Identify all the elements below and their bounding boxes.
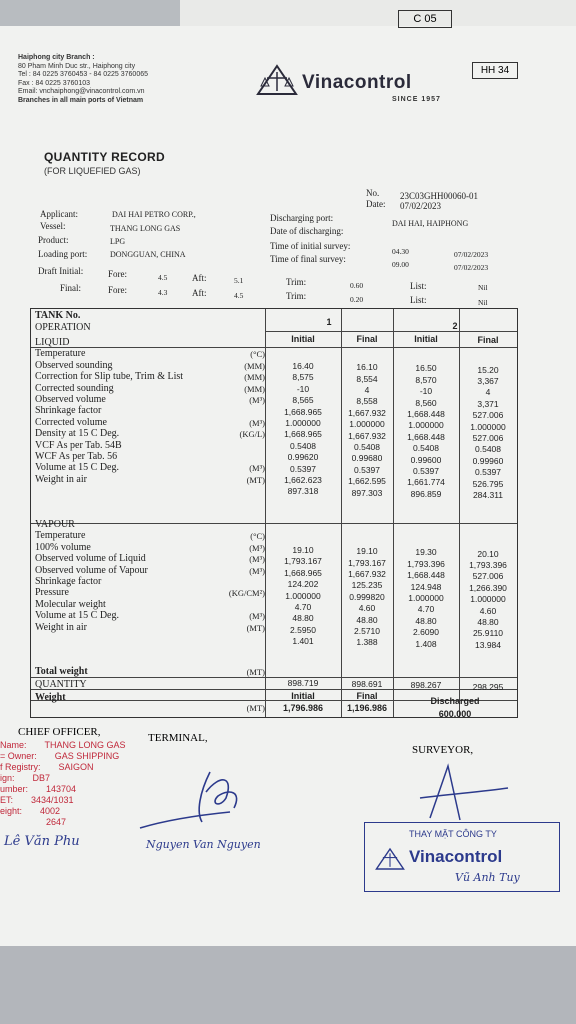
record-date: 07/02/2023 <box>400 201 442 211</box>
liquid-value: 0.5397 <box>290 463 316 474</box>
terminal-signature-name: Nguyen Van Nguyen <box>146 838 261 851</box>
vapour-value: 1.388 <box>356 637 378 648</box>
liquid-value: 284.311 <box>472 490 504 500</box>
draft-initial-fore-label: Fore: <box>108 269 127 279</box>
product-value: LPG <box>110 237 126 246</box>
rows_vapour-row-unit: (M³) <box>249 565 265 576</box>
liquid-value: 1,667.932 <box>348 430 386 441</box>
vapour-value: 4.70 <box>294 602 312 612</box>
chief-signature: Lê Văn Phu <box>4 834 80 849</box>
branch-note: Branches in all main ports of Vietnam <box>18 96 144 104</box>
tank-no-label: TANK No. <box>35 310 81 321</box>
liquid-value: 0.5408 <box>290 440 316 451</box>
chief-stamp-value: GAS SHIPPING <box>54 751 120 761</box>
chief-stamp-line <box>0 795 126 806</box>
rows_vapour-row-label: Temperature <box>35 530 86 542</box>
chief-stamp-line <box>0 773 126 784</box>
branch-name: Haiphong city Branch : <box>18 54 95 61</box>
terminal-label: TERMINAL, <box>148 732 208 744</box>
rows_liquid-row-label: Corrected volume <box>35 416 107 428</box>
draft-final-aft-label: Aft: <box>192 288 207 298</box>
q-final-label: Final <box>356 691 378 701</box>
stamp-logo-icon <box>375 847 405 871</box>
chief-stamp-value: SAIGON <box>58 762 94 772</box>
total-weight-value: 298.295 <box>472 681 504 692</box>
chief-stamp-line <box>0 762 126 773</box>
chief-stamp-field: = Owner: <box>0 751 37 761</box>
vapour-value: 0.999820 <box>349 591 385 602</box>
tank-1-header: 1 <box>326 317 332 327</box>
chief-stamp-field: umber: <box>0 784 29 794</box>
liquid-value: 1,668.448 <box>407 409 445 419</box>
vapour-value: 1,667.932 <box>348 569 386 579</box>
draft-initial-list-label: List: <box>410 281 427 291</box>
vinacontrol-stamp <box>364 822 560 892</box>
rows_liquid-row-unit: (°C) <box>250 349 265 360</box>
vapour-value: 20.10 <box>477 548 499 559</box>
liquid-value: 1,668.965 <box>284 429 322 440</box>
chief-stamp-line <box>0 806 126 817</box>
liquid-value: 8,560 <box>415 397 437 408</box>
rows_vapour-row-unit: (M³) <box>249 542 265 553</box>
draft-final-aft: 4.5 <box>234 291 244 300</box>
vapour-value: 1,668.448 <box>407 570 445 581</box>
vapour-value: 19.30 <box>415 547 437 558</box>
draft-initial-fore: 4.5 <box>158 273 168 282</box>
liquid-value: 0.5408 <box>354 442 380 452</box>
logo-wordmark: Vinacontrol <box>302 72 412 93</box>
vessel-label: Vessel: <box>40 221 66 231</box>
rows_vapour-row-unit: (M³) <box>249 611 265 622</box>
rows_liquid-row-unit: (M³) <box>249 463 265 474</box>
operation-label: OPERATION <box>35 322 91 333</box>
product-label: Product: <box>38 235 69 245</box>
total-weight-value: 898.267 <box>410 680 442 691</box>
rows_vapour-row-unit: (°C) <box>250 531 265 542</box>
vapour-value: 2.6090 <box>413 627 439 638</box>
chief-stamp-line <box>0 784 126 795</box>
vapour-value: 48.80 <box>477 617 499 627</box>
vapour-value: 1,793.167 <box>348 557 386 568</box>
initial-survey-time: 04.30 <box>392 247 409 256</box>
draft-initial-aft-label: Aft: <box>192 273 207 283</box>
rows_liquid-row-label: Observed volume <box>35 394 106 405</box>
chief-stamp-field: f Registry: <box>0 762 41 772</box>
chief-officer-label: CHIEF OFFICER, <box>18 726 101 738</box>
rows_vapour-row-label: Pressure <box>35 587 69 599</box>
liquid-value: 1,668.965 <box>284 406 322 417</box>
liquid-value: 897.318 <box>287 486 319 497</box>
t1-final-header: Final <box>356 334 378 344</box>
q-initial-value: 1,796.986 <box>282 703 324 713</box>
chief-stamp-value: 4002 <box>40 806 61 816</box>
branch-fax: Fax : 84 0225 3760103 <box>18 79 91 87</box>
discharging-port-value: DAI HAI, HAIPHONG <box>392 219 469 228</box>
liquid-value: 8,575 <box>292 372 314 383</box>
final-survey-label: Time of final survey: <box>270 254 346 264</box>
rows_liquid-row-label: LIQUID <box>35 337 70 348</box>
liquid-value: 15.20 <box>477 364 499 375</box>
vapour-value: 1.000000 <box>408 593 444 603</box>
page-code-box <box>472 62 518 79</box>
vapour-value: 1,793.396 <box>407 558 445 569</box>
draft-final-trim-label: Trim: <box>286 291 307 301</box>
rows_liquid-row-unit: (KG/L) <box>239 429 265 440</box>
rows_liquid-row-label: Density at 15 C Deg. <box>35 428 120 440</box>
rows_liquid-row-unit: (MM) <box>244 360 265 371</box>
liquid-value: 8,565 <box>292 395 314 406</box>
liquid-value: 1.000000 <box>470 421 506 432</box>
branch-email: Email: vnchaiphong@vinacontrol.com.vn <box>18 88 145 95</box>
branch-address: 80 Pham Minh Duc str., Haiphong city <box>18 62 136 70</box>
rows_vapour-row-label: Observed volume of Liquid <box>35 553 146 565</box>
liquid-value: 0.99680 <box>351 453 383 464</box>
chief-stamp-field: eight: <box>0 806 23 816</box>
discharging-port-label: Discharging port: <box>270 213 334 223</box>
liquid-value: 1.000000 <box>349 419 385 430</box>
chief-stamp-field: ET: <box>0 795 14 805</box>
liquid-value: 1,661.774 <box>407 477 445 488</box>
loading-port-label: Loading port: <box>38 249 88 259</box>
rows_liquid-row-label: Weight in air <box>35 473 87 485</box>
vapour-value: 4.70 <box>417 604 435 615</box>
vapour-value: 125.235 <box>351 580 383 591</box>
initial-survey-date: 07/02/2023 <box>454 250 489 259</box>
rows_liquid-row-label: Shrinkage factor <box>35 405 102 417</box>
liquid-value: 8,554 <box>356 373 378 384</box>
rows_vapour-row-label: Molecular weight <box>35 598 106 610</box>
draft-final-fore: 4.3 <box>158 288 168 297</box>
q-discharged-value: 600.000 <box>438 709 472 719</box>
final-survey-time: 09.00 <box>392 260 409 269</box>
liquid-value: 0.99600 <box>410 454 442 465</box>
surveyor-name: Vũ Anh Tuy <box>455 871 520 884</box>
liquid-value: 527.006 <box>472 410 504 421</box>
vapour-value: 1.401 <box>292 636 314 647</box>
rows_vapour-row-unit: (MT) <box>246 622 265 633</box>
liquid-value: 3,367 <box>477 376 499 386</box>
rows_liquid-row-unit: (MM) <box>244 383 265 394</box>
liquid-value: -10 <box>296 383 310 394</box>
t2-final-header: Final <box>477 335 499 345</box>
rows_liquid-row-label: Observed sounding <box>35 359 113 371</box>
liquid-value: 1.000000 <box>408 420 444 431</box>
vapour-value: 4.60 <box>479 605 497 616</box>
vapour-value: 48.80 <box>415 615 437 626</box>
vapour-value: 1.000000 <box>470 594 506 605</box>
rows_liquid-row-unit: (M³) <box>249 395 265 405</box>
draft-initial-aft: 5.1 <box>234 276 244 285</box>
rows_vapour-row-label: Volume at 15 C Deg. <box>35 610 119 622</box>
draft-final-label: Final: <box>60 283 82 293</box>
q-initial-label: Initial <box>291 691 315 701</box>
draft-initial-label: Draft Initial: <box>38 266 84 276</box>
draft-initial-list: Nil <box>478 283 488 292</box>
chief-stamp-line <box>0 751 126 762</box>
liquid-value: 4 <box>364 385 370 395</box>
tank-2-header: 2 <box>452 321 458 331</box>
vapour-value: 1,793.396 <box>469 560 507 570</box>
liquid-value: 1.000000 <box>285 418 321 428</box>
vapour-value: 2.5710 <box>354 626 380 636</box>
vapour-value: 48.80 <box>292 613 314 624</box>
final-survey-date: 07/02/2023 <box>454 263 489 272</box>
liquid-value: 16.50 <box>415 363 437 374</box>
vapour-value: 4.60 <box>358 603 376 614</box>
chief-stamp-value: DB7 <box>32 773 51 783</box>
vessel-value: THANG LONG GAS <box>110 224 181 233</box>
rows_liquid-row-label: Corrected sounding <box>35 382 114 394</box>
rows_vapour-row-unit: (KG/CM²) <box>228 588 265 599</box>
desk-surface <box>0 946 576 1024</box>
liquid-value: 0.5397 <box>475 467 501 478</box>
record-no-label: No. <box>366 188 380 198</box>
rows_vapour-row-label: VAPOUR <box>35 519 75 530</box>
liquid-value: 526.795 <box>472 478 504 489</box>
total-weight-label: Total weight <box>35 666 88 677</box>
liquid-value: -10 <box>419 386 433 397</box>
rows_liquid-row-label: VCF As per Tab. 54B <box>35 439 122 451</box>
vapour-value: 19.10 <box>292 545 314 555</box>
draft-final-fore-label: Fore: <box>108 285 127 295</box>
liquid-value: 0.99620 <box>287 452 319 463</box>
liquid-value: 0.5408 <box>413 443 439 454</box>
vapour-value: 1,668.965 <box>284 567 322 578</box>
draft-initial-trim: 0.60 <box>350 281 364 290</box>
t1-initial-header: Initial <box>291 334 315 344</box>
applicant-value: DAI HAI PETRO CORP., <box>112 210 196 219</box>
terminal-signature-icon <box>130 752 260 832</box>
vapour-value: 124.948 <box>410 581 442 592</box>
liquid-value: 0.5408 <box>475 444 501 455</box>
liquid-value: 8,570 <box>415 374 437 385</box>
liquid-value: 16.40 <box>292 361 314 371</box>
liquid-value: 897.303 <box>351 487 383 498</box>
vapour-value: 1,793.167 <box>284 556 322 567</box>
q-final-value: 1,196.986 <box>346 703 388 713</box>
chief-stamp-value: THANG LONG GAS <box>44 740 126 750</box>
vinacontrol-logo-icon <box>256 64 298 96</box>
liquid-value: 1,662.623 <box>284 475 322 485</box>
liquid-value: 527.006 <box>472 433 504 443</box>
rows_liquid-row-label: Temperature <box>35 348 86 360</box>
rows_liquid-row-unit: (M³) <box>249 417 265 428</box>
liquid-value: 1,667.932 <box>348 407 386 418</box>
t2-initial-header: Initial <box>414 334 438 344</box>
rows_liquid-row-unit: (MT) <box>246 474 265 485</box>
liquid-value: 3,371 <box>477 398 499 409</box>
draft-final-list-label: List: <box>410 295 427 305</box>
q-discharged-label: Discharged <box>430 696 480 706</box>
rows_vapour-row-label: Observed volume of Vapour <box>35 564 148 576</box>
rows_vapour-row-label: 100% volume <box>35 541 91 553</box>
vapour-value: 1,266.390 <box>469 582 507 593</box>
doc-code: C 05 <box>413 13 437 25</box>
vapour-value: 25.9110 <box>472 628 504 639</box>
rows_vapour-row-unit: (M³) <box>249 554 265 565</box>
rows_liquid-row-unit: (MM) <box>244 372 265 383</box>
vapour-value: 48.80 <box>356 614 378 625</box>
record-date-label: Date: <box>366 199 386 209</box>
chief-stamp-field: ign: <box>0 773 15 783</box>
liquid-value: 0.99960 <box>472 455 504 466</box>
doc-code-box <box>398 10 452 28</box>
liquid-value: 0.5397 <box>413 466 439 476</box>
record-no: 23C03GHH00060-01 <box>400 191 478 201</box>
liquid-value: 1,668.448 <box>407 431 445 442</box>
rows_vapour-row-label: Weight in air <box>35 621 87 633</box>
total-weight-unit: (MT) <box>246 667 265 677</box>
vapour-value: 1.000000 <box>285 590 321 601</box>
date-discharging-label: Date of discharging: <box>270 226 344 236</box>
branch-tel: Tel : 84 0225 3760453 - 84 0225 3760065 <box>18 71 149 78</box>
quantity-label: QUANTITY <box>35 679 87 690</box>
rows_liquid-row-label: Correction for Slip tube, Trim & List <box>35 371 184 383</box>
rows_vapour-row-label: Shrinkage factor <box>35 576 102 587</box>
vapour-value: 527.006 <box>472 571 504 582</box>
page-code: HH 34 <box>480 65 510 76</box>
chief-stamp <box>0 740 126 828</box>
chief-stamp-extra: 2647 <box>46 817 67 827</box>
page-subtitle: (FOR LIQUEFIED GAS) <box>44 166 141 176</box>
draft-final-trim: 0.20 <box>350 295 364 304</box>
liquid-value: 16.10 <box>356 362 378 373</box>
draft-final-list: Nil <box>478 298 488 307</box>
liquid-value: 4 <box>485 387 491 398</box>
draft-initial-trim-label: Trim: <box>286 277 307 287</box>
liquid-value: 8,558 <box>356 396 378 407</box>
chief-stamp-line <box>0 740 126 751</box>
vapour-value: 13.984 <box>475 639 501 650</box>
initial-survey-label: Time of initial survey: <box>270 241 351 251</box>
chief-stamp-value: 3434/1031 <box>31 795 74 805</box>
liquid-value: 1,662.595 <box>348 476 386 487</box>
stamp-logo-text: Vinacontrol <box>409 847 503 866</box>
stamp-line: THAY MẶT CÔNG TY <box>409 829 497 839</box>
liquid-value: 896.859 <box>410 488 442 499</box>
vapour-value: 124.202 <box>287 579 319 590</box>
rows_liquid-row-label: Volume at 15 C Deg. <box>35 462 119 474</box>
loading-port-value: DONGGUAN, CHINA <box>110 250 186 259</box>
chief-stamp-value: 143704 <box>46 784 77 794</box>
total-weight-value: 898.719 <box>287 678 319 688</box>
surveyor-signature-icon <box>390 758 510 828</box>
branch-header <box>18 54 148 105</box>
quantity-table <box>30 308 518 718</box>
page-title: QUANTITY RECORD <box>44 150 165 164</box>
weight-unit: (MT) <box>246 703 265 713</box>
rows_liquid-row-label: WCF As per Tab. 56 <box>35 451 118 462</box>
vapour-value: 2.5950 <box>290 624 316 635</box>
chief-stamp-field: Name: <box>0 740 27 750</box>
logo-since: SINCE 1957 <box>392 96 441 103</box>
surveyor-label: SURVEYOR, <box>412 744 474 756</box>
vapour-value: 1.408 <box>415 638 437 649</box>
weight-label: Weight <box>35 692 66 703</box>
total-weight-value: 898.691 <box>351 679 383 690</box>
applicant-label: Applicant: <box>40 209 78 219</box>
vapour-value: 19.10 <box>356 546 378 557</box>
liquid-value: 0.5397 <box>354 464 380 475</box>
